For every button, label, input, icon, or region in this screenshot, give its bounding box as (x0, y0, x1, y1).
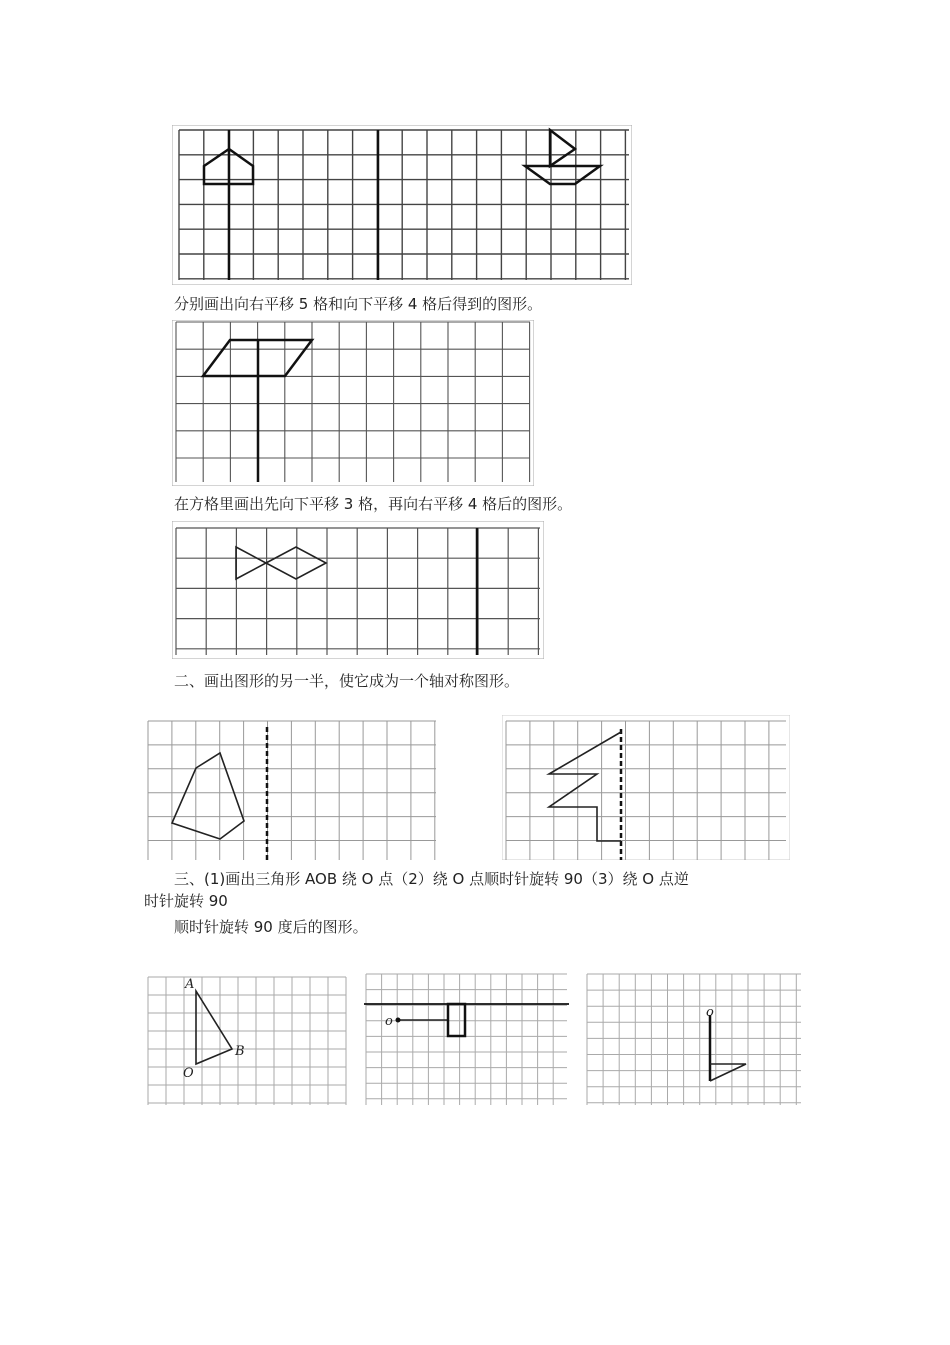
section3-heading-line2: 时针旋转 90 (144, 892, 228, 910)
point-label-a: A (185, 977, 195, 992)
grid-rotate-2-svg (364, 971, 569, 1105)
section3-heading-line3: 顺时针旋转 90 度后的图形。 (174, 918, 368, 936)
point-label-o: O (183, 1066, 194, 1081)
grid-symmetry-1-svg (144, 715, 439, 860)
point-o-dot (396, 1018, 401, 1023)
grid-bowtie-svg (172, 521, 544, 659)
grid-symmetry-2 (502, 715, 790, 860)
grid-rotate-3 (585, 971, 803, 1105)
grid-rotate-2 (364, 971, 569, 1105)
grid-translate-2-svg (172, 320, 534, 486)
point-label-b: B (235, 1044, 245, 1059)
point-label-o-small: o (706, 1005, 714, 1020)
section2-heading: 二、画出图形的另一半，使它成为一个轴对称图形。 (174, 672, 520, 690)
grid-symmetry-2-svg (502, 715, 790, 860)
grid-symmetry-1 (144, 715, 439, 860)
grid-rotate-1 (144, 971, 348, 1105)
section3-heading-line1: 三、(1)画出三角形 AOB 绕 O 点（2）绕 O 点顺时针旋转 90（3）绕 O 点逆 (174, 870, 689, 888)
instruction-down-then-right: 在方格里画出先向下平移 3 格，再向右平移 4 格后的图形。 (174, 495, 573, 513)
grid-translate-2 (172, 320, 534, 486)
grid-translate-1 (172, 125, 632, 285)
grid-translate-1-svg (172, 125, 632, 285)
instruction-translate-right-down: 分别画出向右平移 5 格和向下平移 4 格后得到的图形。 (174, 295, 543, 313)
grid-bowtie (172, 521, 544, 659)
point-label-o-small: o (385, 1014, 393, 1029)
grid-rotate-1-svg (144, 971, 348, 1105)
grid-rotate-3-svg (585, 971, 803, 1105)
